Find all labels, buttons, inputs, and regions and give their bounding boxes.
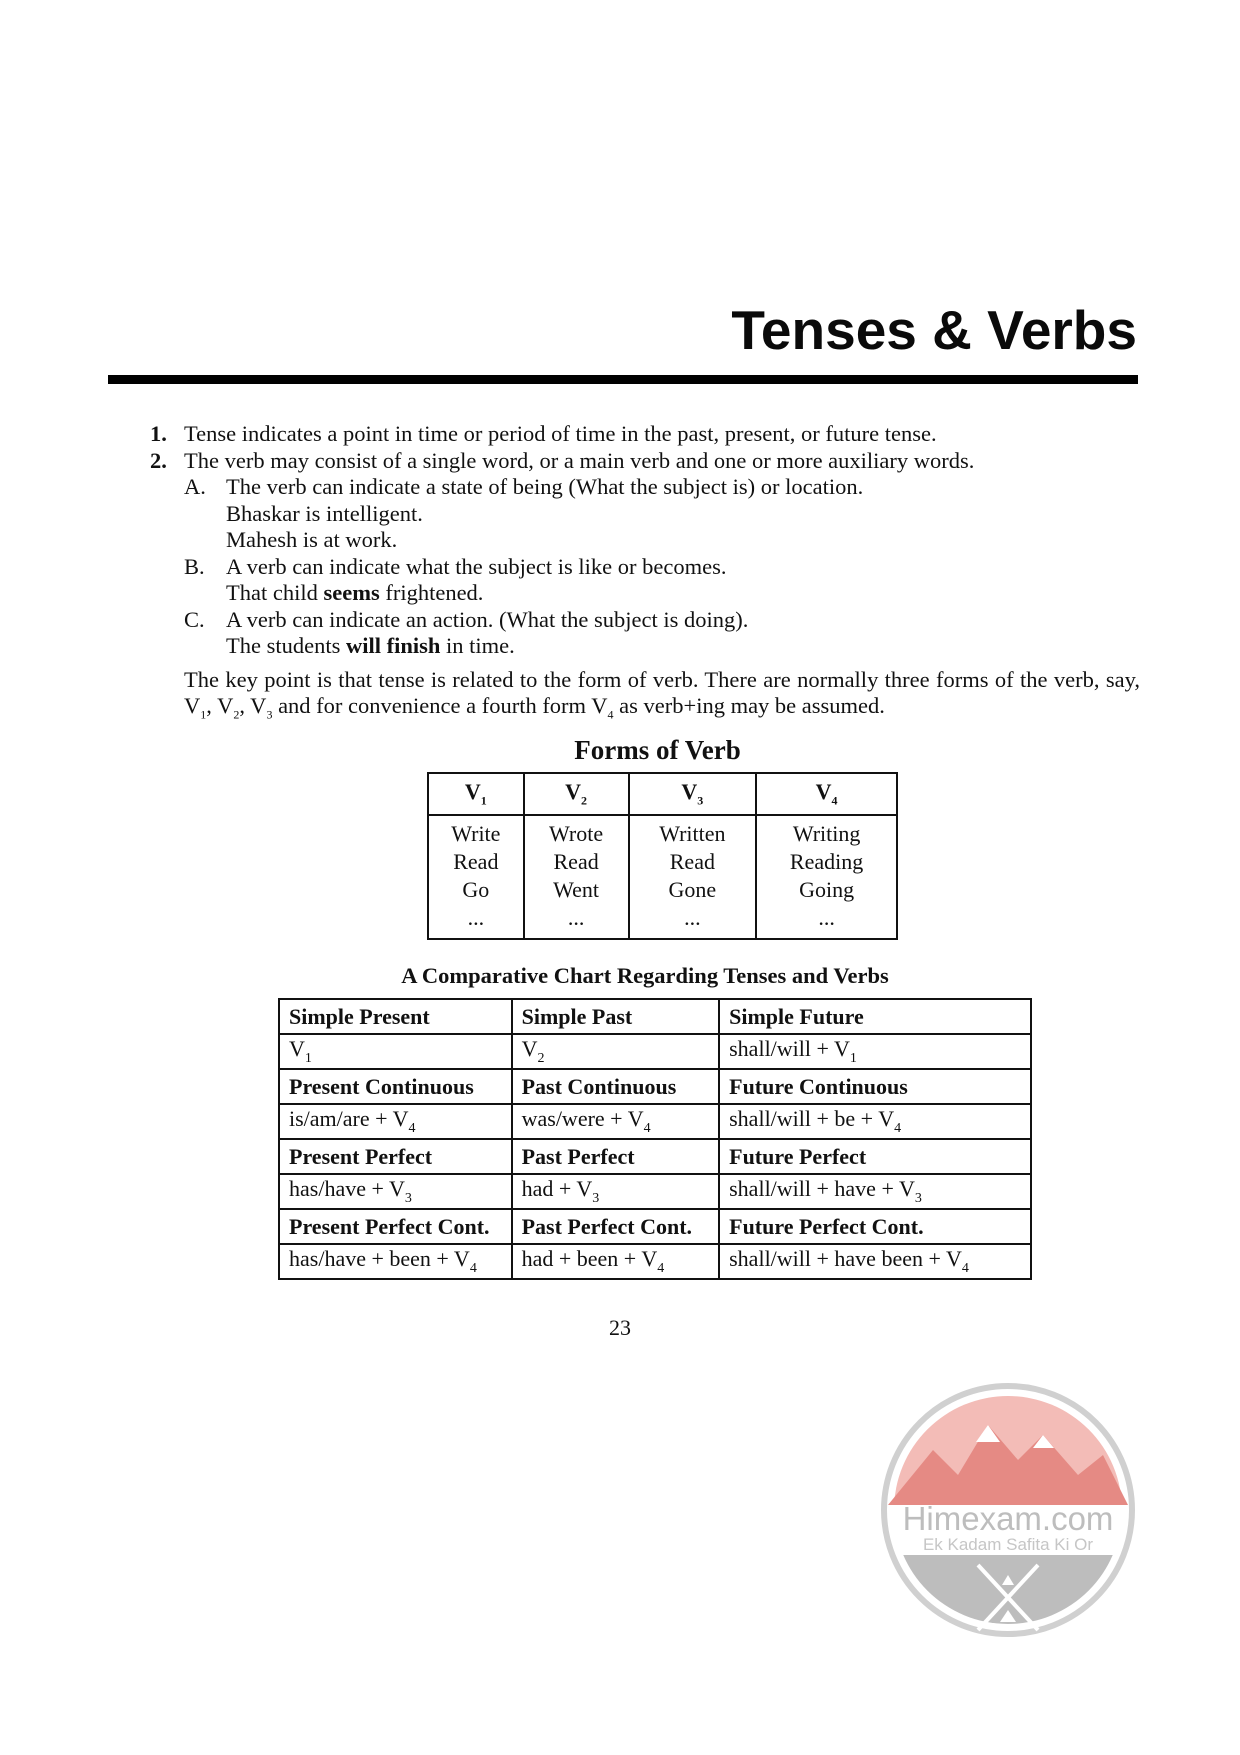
tense-header-row	[279, 1069, 1031, 1104]
example-text: in time.	[440, 633, 515, 658]
example-line: Bhaskar is intelligent.	[226, 500, 423, 526]
subscript: 2	[233, 707, 240, 722]
point-2	[150, 448, 1140, 475]
tense-name: Present Perfect Cont.	[279, 1209, 512, 1244]
sub-point-b	[150, 554, 1140, 581]
forms-column-v1	[428, 815, 524, 939]
tense-name: Present Continuous	[279, 1069, 512, 1104]
tense-formula: $V_1$	[279, 1034, 512, 1069]
verb-form: Went	[553, 877, 600, 902]
subscript: 3	[266, 707, 273, 722]
watermark-brand: Himexam.com	[902, 1500, 1114, 1537]
verb-form: Write	[451, 821, 501, 846]
subscript: 4	[607, 707, 614, 722]
point-text: Tense indicates a point in time or period of time in the past, present, or future tense.	[184, 421, 937, 446]
forms-column-v4	[756, 815, 897, 939]
verb-form: Gone	[668, 877, 717, 902]
tense-header-row	[279, 999, 1031, 1034]
paragraph-text: as verb+ing may be assumed.	[613, 693, 885, 718]
tense-name: Future Continuous	[719, 1069, 1031, 1104]
verb-form: ...	[567, 905, 585, 930]
tense-formula: had + $V_3$	[512, 1174, 720, 1209]
verb-form: Reading	[789, 849, 864, 874]
point-number: 2.	[150, 447, 167, 473]
tense-name: Future Perfect Cont.	[719, 1209, 1031, 1244]
tense-formula: shall/will + have + $V_3$	[719, 1174, 1031, 1209]
subscript: 1	[200, 707, 207, 722]
verb-form: Going	[799, 877, 855, 902]
point-1	[150, 421, 1140, 448]
paragraph-text: , V	[206, 693, 234, 718]
sub-point-letter: B.	[184, 553, 205, 579]
sub-point-text: A verb can indicate what the subject is like or becomes.	[226, 553, 727, 579]
tense-name: Past Continuous	[512, 1069, 720, 1104]
sub-point-c	[150, 607, 1140, 634]
comparative-chart-title: A Comparative Chart Regarding Tenses and Verbs	[401, 963, 889, 988]
example-text: The students	[226, 633, 346, 658]
verb-form: Go	[462, 877, 490, 902]
point-text: The verb may consist of a single word, or a main verb and one or more auxiliary words.	[184, 447, 975, 473]
tense-name: Simple Future	[719, 999, 1031, 1034]
example-line	[150, 633, 1140, 660]
forms-header-v4: $V_4$	[756, 773, 897, 815]
title-rule	[108, 375, 1138, 384]
tense-formula: has/have + $V_3$	[279, 1174, 512, 1209]
tense-name: Past Perfect Cont.	[512, 1209, 720, 1244]
sub-point-a	[150, 474, 1140, 501]
tense-formula-row	[279, 1174, 1031, 1209]
example-line: Mahesh is at work.	[226, 527, 398, 552]
tense-formula-row	[279, 1244, 1031, 1279]
verb-form: Wrote	[549, 821, 604, 846]
tense-formula: had + been + $V_4$	[512, 1244, 720, 1279]
verb-form: Read	[553, 849, 599, 874]
paragraph-text: , V	[239, 693, 267, 718]
forms-table-title: Forms of Verb	[574, 735, 741, 765]
tense-name: Simple Present	[279, 999, 512, 1034]
sub-point-text: A verb can indicate an action. (What the subject is doing).	[226, 606, 749, 632]
verb-form: ...	[684, 905, 701, 930]
tense-name: Simple Past	[512, 999, 720, 1034]
tense-formula: shall/will + be + $V_4$	[719, 1104, 1031, 1139]
point-number: 1.	[150, 421, 167, 446]
tense-formula: was/were + $V_4$	[512, 1104, 720, 1139]
tense-formula: shall/will + $V_1$	[719, 1034, 1031, 1069]
watermark-tagline: Ek Kadam Safita Ki Or	[922, 1535, 1094, 1554]
forms-header-v2: $V_2$	[524, 773, 629, 815]
tense-header-row	[279, 1209, 1031, 1244]
key-point-paragraph	[150, 667, 1140, 729]
comparative-tense-table	[278, 998, 1032, 1280]
tense-formula: $is/am/are + V_4$	[279, 1104, 512, 1139]
tense-formula: $V_2$	[512, 1034, 720, 1069]
body-text	[150, 421, 1140, 728]
page-number: 23	[609, 1315, 631, 1340]
verb-form: ...	[818, 905, 835, 930]
paragraph-text: and for convenience a fourth form V	[272, 693, 608, 718]
forms-of-verb-table	[427, 772, 898, 940]
forms-header-v3: $V_3$	[629, 773, 757, 815]
paragraph-text: The key point is that tense is related to the form of verb. There are normally three forms of the verb, say, V	[184, 666, 1140, 718]
tense-formula: has/have + been + $V_4$	[279, 1244, 512, 1279]
example-text: That child	[226, 580, 324, 605]
tense-name: Future Perfect	[719, 1139, 1031, 1174]
example-text: frightened.	[379, 580, 484, 605]
forms-body-row	[428, 815, 897, 939]
tense-name: Past Perfect	[512, 1139, 720, 1174]
verb-form: Written	[659, 821, 726, 846]
verb-form: Writing	[792, 821, 861, 846]
tense-name: Present Perfect	[279, 1139, 512, 1174]
tense-formula-row	[279, 1034, 1031, 1069]
verb-form: ...	[467, 905, 485, 930]
verb-form: Read	[669, 849, 715, 874]
sub-point-letter: A.	[184, 474, 206, 499]
watermark-logo	[878, 1380, 1138, 1640]
example-line	[150, 580, 1140, 607]
tense-header-row	[279, 1139, 1031, 1174]
example-bold: seems	[323, 580, 380, 605]
example-bold: will finish	[345, 633, 441, 658]
tense-formula: shall/will + have been + $V_4$	[719, 1244, 1031, 1279]
verb-form: Read	[453, 849, 499, 874]
sub-point-letter: C.	[184, 606, 205, 632]
forms-column-v2	[524, 815, 629, 939]
tense-formula-row	[279, 1104, 1031, 1139]
page-title: Tenses & Verbs	[731, 299, 1137, 361]
forms-header-v1: $V_1$	[428, 773, 524, 815]
sub-point-text: The verb can indicate a state of being (What the subject is) or location.	[226, 474, 864, 499]
forms-column-v3	[629, 815, 757, 939]
